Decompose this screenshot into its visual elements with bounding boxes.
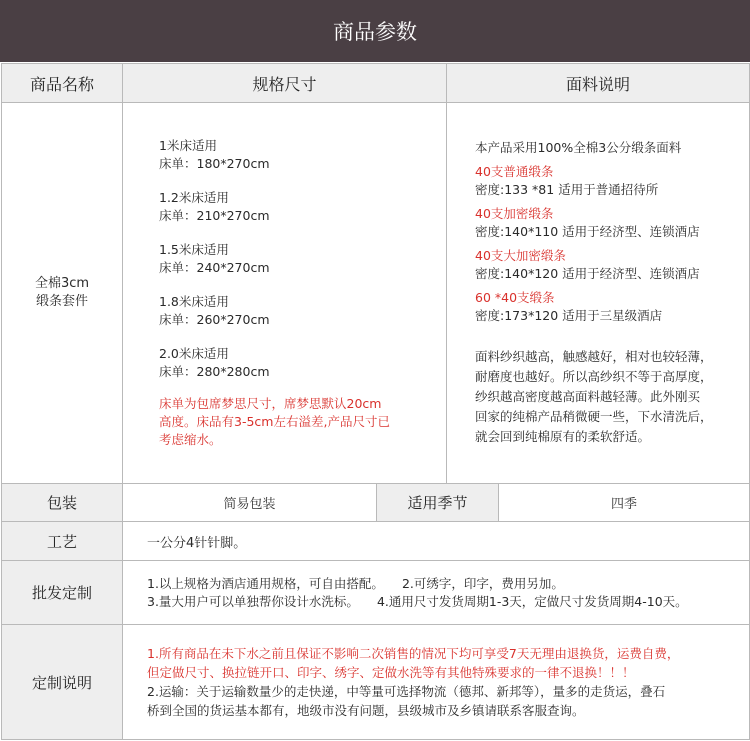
wholesale-item: 4.通用尺寸发货周期1-3天，定做尺寸发货周期4-10天。: [376, 593, 688, 609]
header-row: [2, 64, 750, 103]
size-bed: 2.0米床适用: [159, 346, 229, 361]
product-params-table: [1, 63, 750, 740]
size-group: [159, 293, 446, 328]
packaging-value: 简易包装: [123, 484, 377, 522]
fabric-grade: [475, 247, 741, 283]
fabric-grade-title: 40支普通缎条: [475, 164, 554, 179]
craft-label: 工艺: [2, 522, 123, 561]
wholesale-item: 3.量大用户可以单独帮你设计水洗标。: [147, 593, 359, 609]
fabric-para-line: 面料纱织越高，触感越好，相对也较轻薄，: [475, 349, 713, 364]
fabric-grade: [475, 205, 741, 241]
product-name-line1: 全棉3cm: [34, 276, 90, 291]
fabric-grade-spec: 密度:140*120 适用于经济型、连锁酒店: [475, 266, 700, 281]
size-sheet: 床单：180*270cm: [159, 155, 270, 171]
size-bed: 1.8米床适用: [159, 294, 229, 309]
custom-label: 定制说明: [2, 625, 123, 740]
custom-return-line: 1.所有商品在未下水之前且保证不影响二次销售的情况下均可享受7天无理由退换货，运费自费，: [147, 646, 680, 661]
custom-return-line: 但定做尺寸、换拉链开口、印字、绣字、定做水洗等有其他特殊要求的一律不退换！！！: [147, 665, 635, 680]
size-group: [159, 241, 446, 276]
size-bed: 1.5米床适用: [159, 242, 229, 257]
banner-title: 商品参数: [333, 20, 417, 44]
craft-value: 一公分4针针脚。: [123, 522, 750, 561]
fabric-para-line: 耐磨度也越好。所以高纱织不等于高厚度，: [475, 369, 713, 384]
fabric-grade: [475, 289, 741, 325]
fabric-para-line: 就会回到纯棉原有的柔软舒适。: [475, 429, 651, 444]
custom-row: [2, 625, 750, 740]
size-group: [159, 137, 446, 172]
fabric-grade-spec: 密度:133 *81 适用于普通招待所: [475, 182, 659, 197]
header-product-name: 商品名称: [2, 64, 123, 103]
season-label: 适用季节: [377, 484, 499, 522]
craft-row: [2, 522, 750, 561]
wholesale-item: 2.可绣字，印字，费用另加。: [401, 575, 564, 591]
fabric-intro: 本产品采用100%全棉3公分缎条面料: [475, 140, 682, 155]
size-sheet: 床单：240*270cm: [159, 259, 270, 275]
fabric-para-line: 纱织越高密度越高面料越轻薄。此外刚买: [475, 389, 701, 404]
main-row: [2, 103, 750, 484]
size-note: [159, 395, 446, 449]
fabric-grade-title: 60 *40支缎条: [475, 290, 555, 305]
size-note-line: 考虑缩水。: [159, 432, 222, 447]
fabric-grade: [475, 163, 741, 199]
product-name-line2: 缎条套件: [35, 294, 88, 309]
fabric-grade-title: 40支加密缎条: [475, 206, 554, 221]
wholesale-line: [147, 593, 749, 611]
custom-shipping-line: 桥到全国的货运基本都有，地级市没有问题，县级城市及乡镇请联系客服查询。: [147, 703, 585, 718]
size-spec-cell: [123, 103, 447, 484]
wholesale-line: [147, 575, 749, 593]
header-fabric: 面料说明: [447, 64, 750, 103]
fabric-paragraph: [475, 347, 741, 447]
packaging-label: 包装: [2, 484, 123, 522]
wholesale-label: 批发定制: [2, 561, 123, 625]
fabric-grade-title: 40支大加密缎条: [475, 248, 566, 263]
product-name-cell: [2, 103, 123, 484]
size-bed: 1.2米床适用: [159, 190, 229, 205]
wholesale-item: 1.以上规格为酒店通用规格，可自由搭配。: [147, 575, 384, 591]
fabric-grade-spec: 密度:173*120 适用于三星级酒店: [475, 308, 663, 323]
custom-cell: [123, 625, 750, 740]
size-sheet: 床单：280*280cm: [159, 363, 270, 379]
size-note-line: 高度。床品有3-5cm左右溢差,产品尺寸已: [159, 414, 390, 429]
size-bed: 1米床适用: [159, 138, 217, 153]
packaging-row: [2, 484, 750, 522]
wholesale-row: [2, 561, 750, 625]
size-sheet: 床单：260*270cm: [159, 311, 270, 327]
fabric-para-line: 回家的纯棉产品稍微硬一些，下水清洗后，: [475, 409, 713, 424]
fabric-grade-spec: 密度:140*110 适用于经济型、连锁酒店: [475, 224, 700, 239]
size-sheet: 床单：210*270cm: [159, 207, 270, 223]
size-group: [159, 345, 446, 380]
custom-shipping-line: 2.运输：关于运输数量少的走快递，中等量可选择物流（德邦、新邦等），量多的走货运，叠石: [147, 684, 666, 699]
wholesale-cell: [123, 561, 750, 625]
page-banner: [0, 0, 750, 62]
fabric-desc-cell: [447, 103, 750, 484]
size-group: [159, 189, 446, 224]
header-size: 规格尺寸: [123, 64, 447, 103]
season-value: 四季: [499, 484, 750, 522]
size-note-line: 床单为包席梦思尺寸，席梦思默认20cm: [159, 396, 382, 411]
